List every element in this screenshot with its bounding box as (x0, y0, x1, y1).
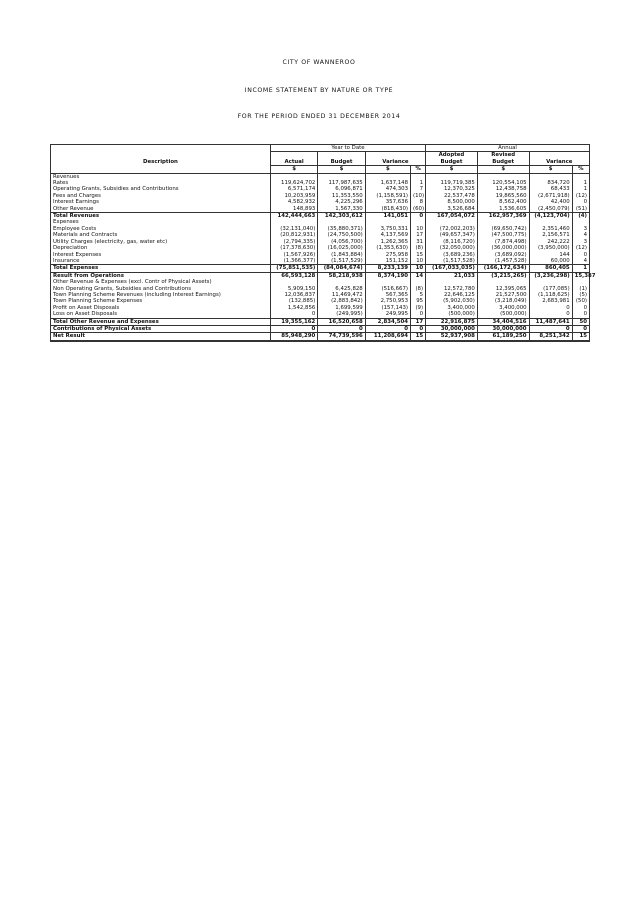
cell-avar: 8,251,342 (529, 333, 572, 341)
cell-adopted: 12,370,325 (426, 186, 478, 192)
cell-adopted: (167,033,035) (426, 265, 478, 272)
revised-unit: $ (477, 166, 529, 173)
cell-pct: (9) (411, 305, 426, 311)
row-description: Fees and Charges (51, 193, 271, 199)
cell-revised: (7,874,498) (477, 239, 529, 245)
cell-apct: 4 (572, 232, 589, 238)
cell-adopted: 12,572,780 (426, 286, 478, 292)
cell-apct: (1) (572, 286, 589, 292)
cell-adopted: 3,400,000 (426, 305, 478, 311)
cell-avar: 0 (529, 325, 572, 332)
cell-revised: 3,400,000 (477, 305, 529, 311)
cell-pct: (10) (411, 193, 426, 199)
income-statement-table (50, 144, 596, 342)
cell-budget: 4,225,296 (318, 199, 365, 205)
cell-var: (516,667) (365, 286, 410, 292)
cell-pct: 17 (411, 232, 426, 238)
revised-budget-header: Revised Budget (477, 152, 529, 166)
cell-adopted: (1,517,528) (426, 258, 478, 265)
cell-budget: (35,880,371) (318, 226, 365, 232)
cell-avar: 0 (529, 305, 572, 311)
cell-revised (477, 173, 529, 180)
row-description: Total Expenses (51, 265, 271, 272)
row-description: Town Planning Scheme Expenses (51, 298, 271, 304)
row-description: Interest Earnings (51, 199, 271, 205)
cell-revised: (500,000) (477, 311, 529, 318)
total-row (51, 272, 590, 279)
cell-apct: 3 (572, 239, 589, 245)
cell-avar: 60,000 (529, 258, 572, 265)
cell-avar: (2,450,079) (529, 206, 572, 213)
cell-pct: 15 (411, 252, 426, 258)
row-description: Net Result (51, 333, 271, 341)
cell-budget: 16,520,658 (318, 318, 365, 325)
row-description: Profit on Asset Disposals (51, 305, 271, 311)
row-description: Materials and Contracts (51, 232, 271, 238)
budget-unit: $ (318, 166, 365, 173)
cell-apct: 1 (572, 265, 589, 272)
cell-adopted: 52,937,908 (426, 333, 478, 341)
cell-pct (411, 173, 426, 180)
row-description: Result from Operations (51, 272, 271, 279)
cell-adopted: (32,050,000) (426, 245, 478, 251)
adopted-unit: $ (426, 166, 478, 173)
cell-pct: 7 (411, 186, 426, 192)
cell-actual: 85,948,290 (270, 333, 317, 341)
cell-adopted: (72,002,203) (426, 226, 478, 232)
cell-budget: (249,995) (318, 311, 365, 318)
cell-budget: 58,218,938 (318, 272, 365, 279)
actual-unit: $ (270, 166, 317, 173)
cell-budget: (4,056,700) (318, 239, 365, 245)
cell-actual: 19,355,162 (270, 318, 317, 325)
cell-pct: 1 (411, 180, 426, 186)
cell-var: (818,430) (365, 206, 410, 213)
cell-budget: 6,425,828 (318, 286, 365, 292)
cell-avar: 2,156,571 (529, 232, 572, 238)
cell-budget: 11,469,472 (318, 292, 365, 298)
cell-var: 151,152 (365, 258, 410, 265)
cell-revised: (36,000,000) (477, 245, 529, 251)
cell-avar: 11,487,641 (529, 318, 572, 325)
cell-adopted: 30,000,000 (426, 325, 478, 332)
cell-apct: 4 (572, 258, 589, 265)
cell-revised: (3,215,265) (477, 272, 529, 279)
variance-pct-unit: % (411, 166, 426, 173)
cell-pct: 0 (411, 325, 426, 332)
cell-budget (318, 173, 365, 180)
table-row (51, 206, 590, 213)
cell-adopted: (500,000) (426, 311, 478, 318)
cell-actual: (32,131,040) (270, 226, 317, 232)
cell-var: (157,143) (365, 305, 410, 311)
cell-actual: (75,851,535) (270, 265, 317, 272)
cell-apct: 1 (572, 180, 589, 186)
cell-actual: (1,567,926) (270, 252, 317, 258)
cell-actual: (2,794,335) (270, 239, 317, 245)
adopted-budget-header: Adopted Budget (426, 152, 478, 166)
cell-var (365, 173, 410, 180)
cell-pct: 17 (411, 318, 426, 325)
cell-pct: (60) (411, 206, 426, 213)
cell-adopted: (3,689,236) (426, 252, 478, 258)
cell-actual: (1,366,377) (270, 258, 317, 265)
cell-revised: (3,689,092) (477, 252, 529, 258)
cell-pct: 14 (411, 272, 426, 279)
cell-budget: 1,699,599 (318, 305, 365, 311)
cell-avar: 2,351,460 (529, 226, 572, 232)
total-row (51, 318, 590, 325)
row-description: Utility Charges (electricity, gas, water etc) (51, 239, 271, 245)
cell-actual (270, 173, 317, 180)
cell-apct (572, 173, 589, 180)
cell-actual: (17,378,630) (270, 245, 317, 251)
statement-title: INCOME STATEMENT BY NATURE OR TYPE (244, 87, 394, 94)
total-row (51, 265, 590, 272)
cell-adopted: 22,646,125 (426, 292, 478, 298)
cell-var: (1,353,630) (365, 245, 410, 251)
cell-avar: 834,720 (529, 180, 572, 186)
cell-actual: 66,593,128 (270, 272, 317, 279)
cell-var: 474,303 (365, 186, 410, 192)
cell-var: 0 (365, 325, 410, 332)
cell-revised: (47,500,775) (477, 232, 529, 238)
cell-actual: 4,582,932 (270, 199, 317, 205)
cell-apct: (4) (572, 213, 589, 220)
cell-var: 249,995 (365, 311, 410, 318)
cell-adopted: 3,526,684 (426, 206, 478, 213)
cell-pct: 31 (411, 239, 426, 245)
cell-revised: 34,404,516 (477, 318, 529, 325)
cell-pct: 5 (411, 292, 426, 298)
cell-var: 11,208,694 (365, 333, 410, 341)
cell-budget: 11,353,550 (318, 193, 365, 199)
cell-pct: (8) (411, 286, 426, 292)
row-description: Rates (51, 180, 271, 186)
total-row (51, 213, 590, 220)
cell-adopted: 167,054,072 (426, 213, 478, 220)
cell-budget: 1,567,330 (318, 206, 365, 213)
row-description: Other Revenue & Expenses (excl. Contr of Physical Assets) (51, 279, 271, 285)
statement-body (51, 173, 596, 341)
cell-adopted: (49,657,347) (426, 232, 478, 238)
cell-revised: 1,536,605 (477, 206, 529, 213)
row-description: Contributions of Physical Assets (51, 325, 271, 332)
cell-avar: 0 (529, 311, 572, 318)
cell-var: 4,137,569 (365, 232, 410, 238)
cell-revised: (166,172,634) (477, 265, 529, 272)
row-description: Employee Costs (51, 226, 271, 232)
cell-revised: 30,000,000 (477, 325, 529, 332)
cell-var: 2,750,953 (365, 298, 410, 304)
row-description: Town Planning Scheme Revenues (including Interest Earnings) (51, 292, 271, 298)
cell-var: 141,051 (365, 213, 410, 220)
cell-apct: 50 (572, 318, 589, 325)
cell-actual: 0 (270, 325, 317, 332)
header-blank (51, 145, 271, 152)
cell-apct: 3 (572, 226, 589, 232)
cell-apct: 0 (572, 199, 589, 205)
cell-avar: 2,683,981 (529, 298, 572, 304)
cell-pct: 8 (411, 199, 426, 205)
cell-avar: (4,123,704) (529, 213, 572, 220)
table-row (51, 258, 590, 265)
cell-avar: (177,085) (529, 286, 572, 292)
variance-unit: $ (365, 166, 410, 173)
cell-revised: 8,562,400 (477, 199, 529, 205)
row-description: Other Revenue (51, 206, 271, 213)
cell-avar: 68,433 (529, 186, 572, 192)
cell-apct: (5) (572, 292, 589, 298)
cell-avar: 242,222 (529, 239, 572, 245)
cell-var: 2,834,504 (365, 318, 410, 325)
cell-apct: 0 (572, 252, 589, 258)
cell-apct: (51) (572, 206, 589, 213)
cell-pct: 10 (411, 258, 426, 265)
cell-revised: 12,395,065 (477, 286, 529, 292)
cell-pct: 0 (411, 213, 426, 220)
cell-apct: 0 (572, 305, 589, 311)
cell-budget: (84,084,674) (318, 265, 365, 272)
cell-actual: 5,909,150 (270, 286, 317, 292)
cell-var: 275,958 (365, 252, 410, 258)
cell-var: 8,233,139 (365, 265, 410, 272)
annual-variance-header: Variance (529, 152, 589, 166)
annual-pct-unit: % (572, 166, 589, 173)
budget-header: Budget (318, 152, 365, 166)
cell-pct: 10 (411, 265, 426, 272)
cell-revised: 12,438,758 (477, 186, 529, 192)
actual-header: Actual (270, 152, 317, 166)
cell-var: 3,750,331 (365, 226, 410, 232)
variance-header: Variance (365, 152, 425, 166)
row-description: Non Operating Grants, Subsidies and Contributions (51, 286, 271, 292)
cell-revised: 120,554,105 (477, 180, 529, 186)
organisation-title: CITY OF WANNEROO (282, 59, 356, 66)
cell-avar: (2,671,918) (529, 193, 572, 199)
section-header-row (51, 173, 590, 180)
cell-apct: 0 (572, 325, 589, 332)
cell-budget: (1,843,884) (318, 252, 365, 258)
row-description: Insurance (51, 258, 271, 265)
cell-adopted: (5,902,030) (426, 298, 478, 304)
row-description: Expenses (51, 219, 271, 225)
cell-adopted (426, 173, 478, 180)
row-description: Operating Grants, Subsidies and Contributions (51, 186, 271, 192)
annual-variance-unit: $ (529, 166, 572, 173)
cell-revised: (69,650,742) (477, 226, 529, 232)
cell-revised: (1,457,528) (477, 258, 529, 265)
cell-revised: 61,189,250 (477, 333, 529, 341)
cell-apct: (12) (572, 193, 589, 199)
cell-var: (1,158,591) (365, 193, 410, 199)
annual-group-header: Annual (426, 145, 590, 152)
cell-actual: 10,203,959 (270, 193, 317, 199)
cell-budget: 117,987,635 (318, 180, 365, 186)
row-description: Interest Expenses (51, 252, 271, 258)
cell-apct: 15,387 (572, 272, 589, 279)
row-description: Total Other Revenue and Expenses (51, 318, 271, 325)
total-row (51, 325, 590, 332)
cell-avar: 144 (529, 252, 572, 258)
cell-budget: (24,750,500) (318, 232, 365, 238)
cell-revised: (3,218,049) (477, 298, 529, 304)
description-header: Description (51, 152, 271, 166)
cell-adopted: 21,033 (426, 272, 478, 279)
row-description: Loss on Asset Disposals (51, 311, 271, 318)
cell-avar: 42,400 (529, 199, 572, 205)
units-blank (51, 166, 271, 173)
cell-actual: 6,571,174 (270, 186, 317, 192)
cell-pct: 15 (411, 333, 426, 341)
cell-var: 8,374,190 (365, 272, 410, 279)
cell-actual: (20,812,931) (270, 232, 317, 238)
cell-var: 357,636 (365, 199, 410, 205)
period-title: FOR THE PERIOD ENDED 31 DECEMBER 2014 (237, 113, 401, 120)
cell-var: 1,637,148 (365, 180, 410, 186)
cell-actual: 1,542,856 (270, 305, 317, 311)
ytd-group-header: Year to Date (270, 145, 425, 152)
cell-avar (529, 173, 572, 180)
cell-pct: (8) (411, 245, 426, 251)
cell-adopted: (8,116,720) (426, 239, 478, 245)
cell-revised: 21,527,500 (477, 292, 529, 298)
cell-adopted: 8,500,000 (426, 199, 478, 205)
cell-adopted: 22,537,478 (426, 193, 478, 199)
cell-adopted: 119,719,385 (426, 180, 478, 186)
cell-budget: (2,883,842) (318, 298, 365, 304)
row-description: Depreciation (51, 245, 271, 251)
cell-budget: 74,739,596 (318, 333, 365, 341)
cell-pct: 10 (411, 226, 426, 232)
cell-apct: 15 (572, 333, 589, 341)
cell-var: 567,365 (365, 292, 410, 298)
cell-budget: 6,096,871 (318, 186, 365, 192)
cell-actual: 148,893 (270, 206, 317, 213)
cell-budget: (16,025,000) (318, 245, 365, 251)
cell-apct: (50) (572, 298, 589, 304)
cell-revised: 19,865,560 (477, 193, 529, 199)
row-description: Total Revenues (51, 213, 271, 220)
cell-actual: 12,036,837 (270, 292, 317, 298)
cell-actual: 119,624,702 (270, 180, 317, 186)
cell-avar: (1,118,625) (529, 292, 572, 298)
cell-revised: 162,957,369 (477, 213, 529, 220)
row-description: Revenues (51, 173, 271, 180)
cell-adopted: 22,916,875 (426, 318, 478, 325)
cell-pct: 0 (411, 311, 426, 318)
cell-pct: 95 (411, 298, 426, 304)
total-row (51, 333, 590, 341)
cell-actual: 0 (270, 311, 317, 318)
cell-actual: (132,885) (270, 298, 317, 304)
cell-budget: (1,517,529) (318, 258, 365, 265)
cell-var: 1,262,365 (365, 239, 410, 245)
cell-budget: 142,303,612 (318, 213, 365, 220)
cell-avar: 860,405 (529, 265, 572, 272)
cell-apct: (12) (572, 245, 589, 251)
cell-apct: 1 (572, 186, 589, 192)
cell-actual: 142,444,663 (270, 213, 317, 220)
cell-avar: (3,950,000) (529, 245, 572, 251)
table-row (51, 311, 590, 318)
cell-budget: 0 (318, 325, 365, 332)
cell-avar: (3,236,298) (529, 272, 572, 279)
cell-apct: 0 (572, 311, 589, 318)
